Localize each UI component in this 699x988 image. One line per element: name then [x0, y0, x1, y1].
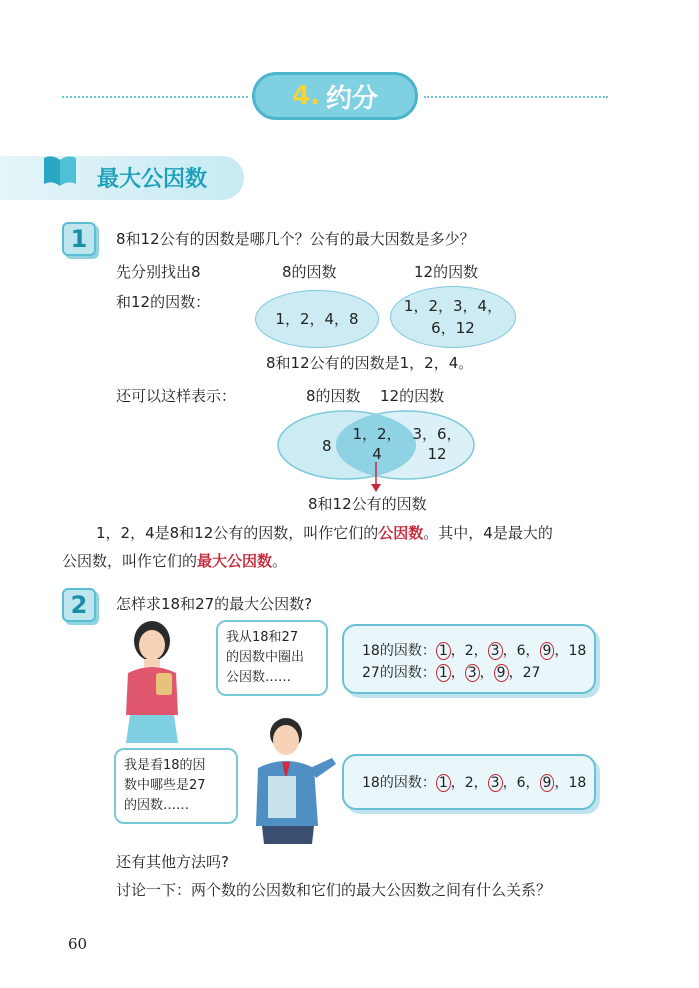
definition-line2-a: 公因数，叫作它们的 — [62, 552, 198, 570]
term-gcf: 最大公因数 — [197, 552, 273, 570]
venn-middle-line2: 4 — [372, 445, 382, 463]
term-common-factor: 公因数 — [378, 524, 424, 542]
followup-question-2: 讨论一下：两个数的公因数和它们的最大公因数之间有什么关系？ — [116, 881, 552, 899]
panel1-row2: 27的因数： 1 ， 3 ， 9 ，27 — [362, 665, 541, 681]
value: 18 — [568, 775, 587, 791]
definition-line1-a: 1，2，4是8和12公有的因数，叫作它们的 — [96, 524, 379, 542]
instruction-line2: 和12的因数： — [116, 293, 211, 311]
boy-bubble-line3: 的因数…… — [124, 798, 190, 813]
header-dotted-line-left — [62, 96, 248, 98]
question-2-badge: 2 — [62, 588, 96, 622]
instruction-line1: 先分别找出8 — [116, 263, 201, 281]
venn-label-12: 12的因数 — [380, 387, 445, 405]
factors-12-ellipse — [390, 286, 516, 348]
factors-12-line2: 6，12 — [431, 319, 475, 337]
venn-middle-line1: 1，2， — [352, 425, 402, 443]
definition-line2 — [62, 551, 287, 571]
venn-right-line1: 3，6， — [412, 425, 462, 443]
girl-bubble-line3: 公因数…… — [226, 670, 292, 685]
girl-illustration — [112, 615, 194, 745]
circled-value: 9 — [540, 642, 555, 660]
value: 2 — [464, 775, 474, 791]
question-1-badge: 1 — [62, 222, 96, 256]
girl-bubble-line2: 的因数中圈出 — [226, 650, 305, 665]
section-title: 最大公因数 — [97, 167, 208, 192]
common-factors-statement: 8和12公有的因数是1，2，4。 — [266, 354, 474, 372]
venn-right-line2: 12 — [427, 445, 447, 463]
venn-arrow — [370, 462, 382, 492]
circled-value: 1 — [436, 664, 451, 682]
circled-value: 9 — [494, 664, 509, 682]
chapter-title-text: 约分 — [325, 83, 378, 114]
circled-value: 3 — [488, 774, 503, 792]
question-1-text: 8和12公有的因数是哪几个？公有的最大因数是多少？ — [116, 230, 475, 248]
boy-speech-bubble — [114, 748, 238, 824]
factors-8-values: 1，2，4，8 — [275, 310, 359, 328]
boy-bubble-line2: 数中哪些是27 — [124, 778, 206, 793]
value: 27 — [522, 665, 541, 681]
alt-representation-intro: 还可以这样表示： — [116, 387, 237, 405]
label-factors-12: 12的因数 — [414, 263, 479, 281]
panel1-row1: 18的因数： 1 ，2， 3 ，6， 9 ，18 — [362, 643, 587, 659]
circled-value: 9 — [540, 774, 555, 792]
venn-caption: 8和12公有的因数 — [308, 495, 427, 513]
header-dotted-line-right — [424, 96, 608, 98]
page-number: 60 — [68, 935, 88, 953]
definition-line1-b: 。其中，4是最大的 — [423, 524, 553, 542]
value: 6 — [516, 643, 526, 659]
venn-middle-values — [350, 424, 404, 464]
circled-value: 1 — [436, 774, 451, 792]
chapter-number: 4. — [292, 81, 320, 111]
value: 18 — [568, 643, 587, 659]
circled-value: 3 — [465, 664, 480, 682]
definition-line2-b: 。 — [272, 552, 288, 570]
panel1-row2-label: 27的因数： — [362, 665, 436, 681]
definition-line1 — [96, 523, 553, 543]
chapter-title — [252, 72, 418, 120]
circled-value: 3 — [488, 642, 503, 660]
factors-12-line1: 1，2，3，4， — [403, 297, 503, 315]
boy-illustration — [246, 714, 342, 846]
factor-panel-single: 18的因数： 1 ，2， 3 ，6， 9 ，18 — [342, 754, 596, 810]
venn-label-8: 8的因数 — [306, 387, 361, 405]
boy-bubble-line1: 我是看18的因 — [124, 758, 206, 773]
open-book-icon — [40, 150, 80, 190]
girl-bubble-line1: 我从18和27 — [226, 630, 299, 645]
factors-8-ellipse — [255, 290, 379, 348]
value: 6 — [516, 775, 526, 791]
question-2-text: 怎样求18和27的最大公因数? — [116, 595, 313, 613]
circled-value: 1 — [436, 642, 451, 660]
girl-speech-bubble — [216, 620, 328, 696]
venn-right-values — [408, 424, 466, 464]
label-factors-8: 8的因数 — [282, 263, 337, 281]
followup-question-1: 还有其他方法吗? — [116, 853, 229, 871]
panel1-row1-label: 18的因数： — [362, 643, 436, 659]
panel2-label: 18的因数： — [362, 775, 436, 791]
venn-left-value: 8 — [322, 437, 332, 455]
factor-panel-circled — [342, 624, 596, 694]
value: 2 — [464, 643, 474, 659]
